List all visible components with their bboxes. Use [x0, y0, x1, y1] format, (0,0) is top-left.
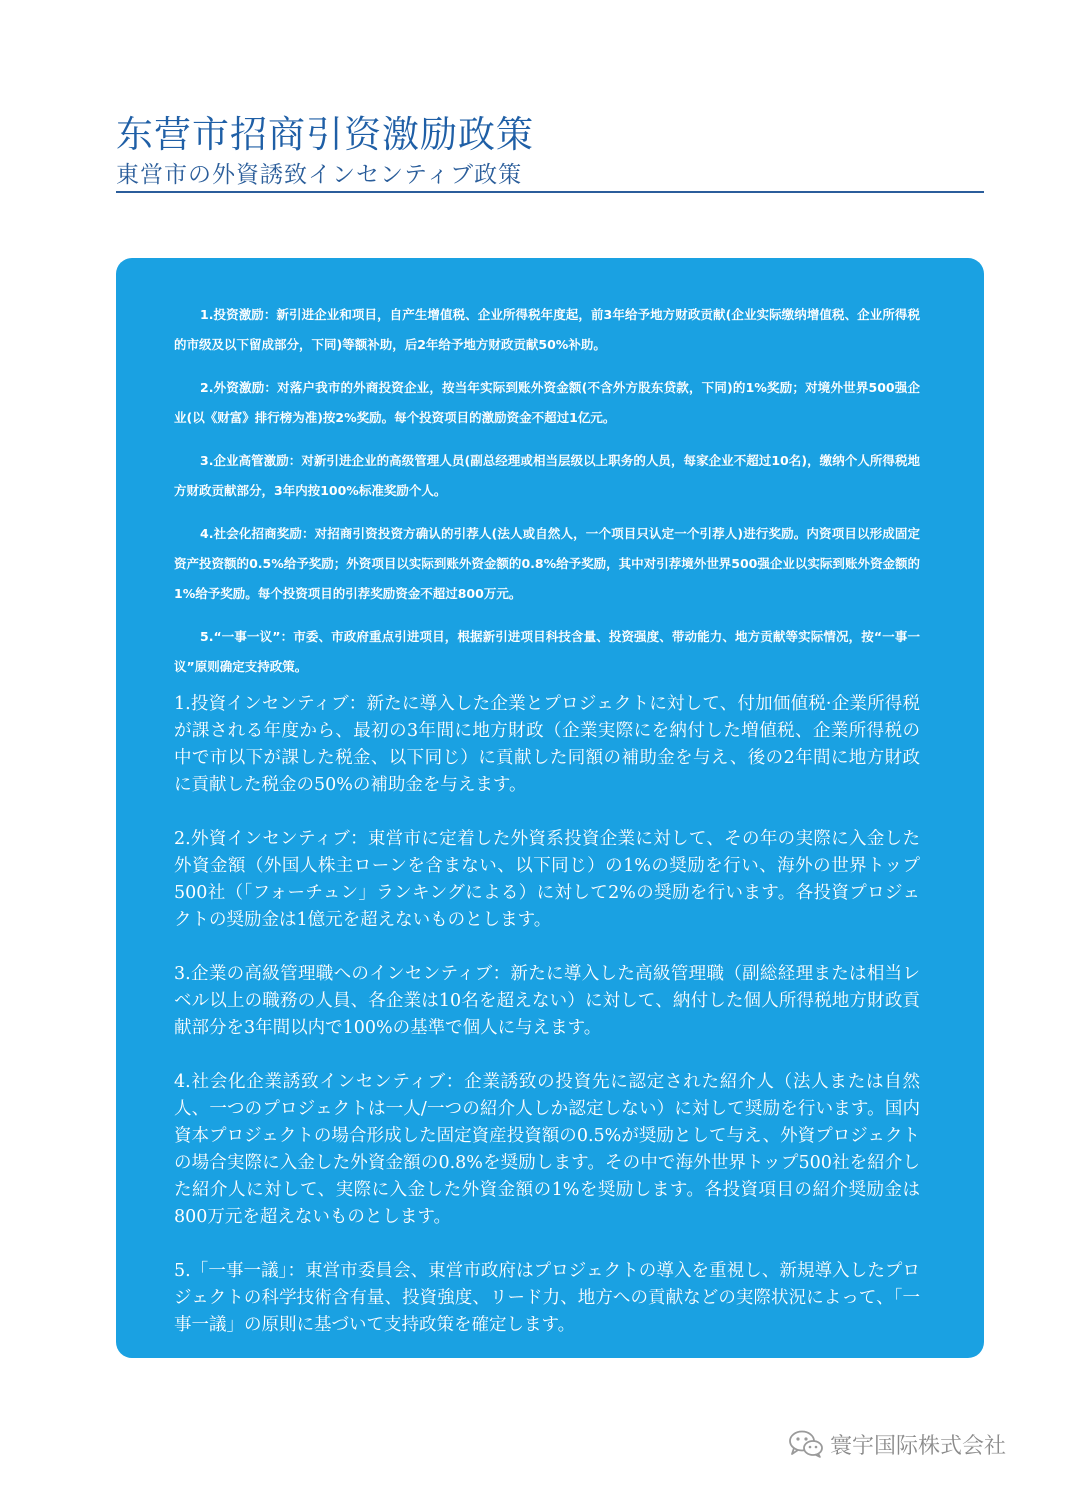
ja-policy-paragraph: 3.企業の高級管理職へのインセンティブ：新たに導入した高級管理職（副総経理または相当レベル以上の職務の人員、各企業は10名を超えない）に対して、納付した個人所得税地方財政貢献部分を3年間以内で100%の基準で個人に与えます。	[174, 964, 920, 1038]
title-divider	[116, 191, 984, 193]
ja-policy-paragraph: 5.「一事一議」：東営市委員会、東営市政府はプロジェクトの導入を重視し、新規導入したプロジェクトの科学技術含有量、投資強度、リード力、地方への貢献などの実際状況によって、「一事一議」の原則に基づいて支持政策を確定します。	[174, 1261, 920, 1335]
zh-policy-paragraph: 2.外资激励：对落户我市的外商投资企业，按当年实际到账外资金额(不含外方股东贷款，下同)的1%奖励；对境外世界500强企业(以《财富》排行榜为准)按2%奖励。每个投资项目的激励资金不超过1亿元。	[174, 380, 920, 425]
ja-policy-paragraph: 2.外資インセンティブ：東営市に定着した外資系投資企業に対して、その年の実際に入金した外資金額（外国人株主ローンを含まない、以下同じ）の1%の奨励を行い、海外の世界トップ500社（「フォーチュン」ランキングによる）に対して2%の奨励を行います。各投資プロジェクトの奨励金は1億元を超えないものとします。	[174, 829, 920, 930]
page-subtitle-japanese: 東営市の外資誘致インセンティブ政策	[116, 162, 523, 188]
zh-policy-paragraph: 3.企业高管激励：对新引进企业的高级管理人员(副总经理或相当层级以上职务的人员，每家企业不超过10名)，缴纳个人所得税地方财政贡献部分，3年内按100%标准奖励个人。	[174, 453, 920, 498]
japanese-policy-list	[174, 691, 920, 1339]
ja-policy-paragraph: 4.社会化企業誘致インセンティブ：企業誘致の投資先に認定された紹介人（法人または自然人、一つのプロジェクトは一人/一つの紹介人しか認定しない）に対して奨励を行います。国内資本プロジェクトの場合形成した固定資産投資額の0.5%が奨励として与え、外資プロジェクトの場合実際に入金した外資金額の0.8%を奨励します。その中で海外世界トップ500社を紹介した紹介人に対して、実際に入金した外資金額の1%を奨励します。各投資項目の紹介奨励金は800万元を超えないものとします。	[174, 1072, 920, 1227]
watermark	[788, 1427, 1006, 1461]
ja-policy-paragraph: 1.投資インセンティブ：新たに導入した企業とプロジェクトに対して、付加価値税·企業所得税が課される年度から、最初の3年間に地方財政（企業実際にを納付した増値税、企業所得税の中で市以下が課した税金、以下同じ）に貢献した同額の補助金を与え、後の2年間に地方財政に貢献した税金の50%の補助金を与えます。	[174, 694, 920, 795]
zh-policy-paragraph: 5.“一事一议”：市委、市政府重点引进项目，根据新引进项目科技含量、投资强度、带动能力、地方贡献等实际情况，按“一事一议”原则确定支持政策。	[174, 629, 920, 674]
policy-panel	[116, 258, 984, 1358]
page-title-chinese: 东营市招商引资激励政策	[116, 113, 534, 156]
zh-policy-paragraph: 4.社会化招商奖励：对招商引资投资方确认的引荐人(法人或自然人，一个项目只认定一个引荐人)进行奖励。内资项目以形成固定资产投资额的0.5%给予奖励；外资项目以实际到账外资金额的0.8%给予奖励，其中对引荐境外世界500强企业以实际到账外资金额的1%给予奖励。每个投资项目的引荐奖励资金不超过800万元。	[174, 526, 920, 601]
watermark-text: 寰宇国际株式会社	[830, 1433, 1007, 1459]
chinese-policy-list	[174, 300, 920, 682]
zh-policy-paragraph: 1.投资激励：新引进企业和项目，自产生增值税、企业所得税年度起，前3年给予地方财政贡献(企业实际缴纳增值税、企业所得税的市级及以下留成部分，下同)等额补助，后2年给予地方财政贡献50%补助。	[174, 307, 920, 352]
wechat-icon	[788, 1429, 824, 1459]
